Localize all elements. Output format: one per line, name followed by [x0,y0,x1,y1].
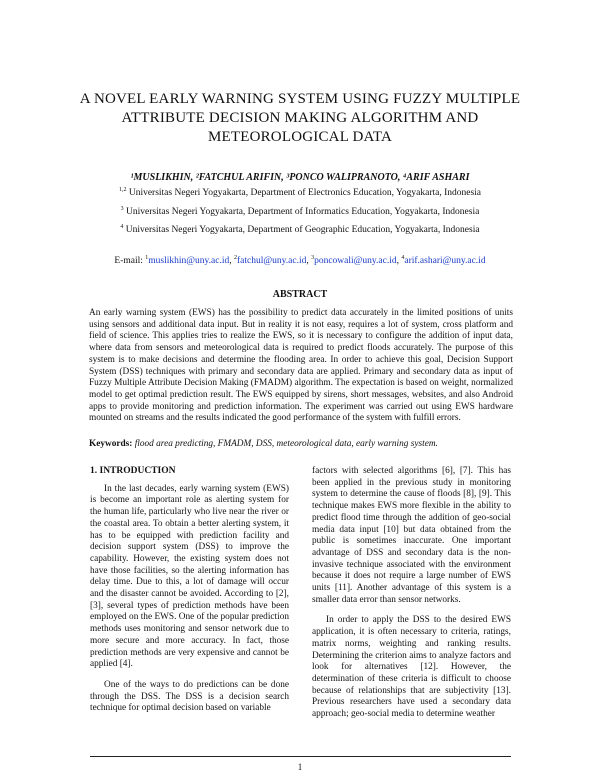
email-link[interactable]: muslikhin@uny.ac.id [148,256,230,267]
keywords-list: flood area predicting, FMADM, DSS, meteorological data, early warning system. [132,439,438,449]
affiliation-marker: 3 [120,206,124,212]
affiliation-marker: 4 [120,224,124,230]
email-label: E-mail: [114,256,146,267]
affiliation-2 [60,206,540,217]
email-line: E-mail: $^1$muslikhin@uny.ac.id, $^2$fatchul@uny.ac.id, $^3$poncowali@uny.ac.id, $^4$arif.ashari@uny.ac.id [114,255,486,267]
keywords-line [89,439,513,449]
paper-title: A NOVEL EARLY WARNING SYSTEM USING FUZZY MULTIPLE ATTRIBUTE DECISION MAKING ALGORITHM AND METEOROLOGICAL DATA [79,91,521,145]
abstract-heading: ABSTRACT [272,289,328,300]
page-number: 1 [297,762,303,772]
section-heading: 1. INTRODUCTION [90,466,176,476]
footer-rule [90,756,511,757]
email-link[interactable]: fatchul@uny.ac.id [237,256,307,267]
paragraph: In order to apply the DSS to the desired EWS application, it is often necessary to criteria, ratings, matrix norms, weighting and ranking results. Determining the criterion aims to analyze factors and look for alternatives [12]. However, the determination of these criteria is difficult to choose because of relationships that are subjectivity [13]. Previous researchers have used a secondary data approach; geo-social media to determine weather [312,615,511,720]
affiliation-3 [60,224,540,235]
affiliation-text: Universitas Negeri Yogyakarta, Department of Geographic Education, Yogyakarta, Indonesia [123,225,480,236]
affiliation-marker: 1,2 [118,187,127,193]
paragraph: In the last decades, early warning system (EWS) is become an important role as alerting system for the human life, particularly who live near the river or the coastal area. To obtain a better alerting system, it has to be equipped with prediction facility and decision support system (DSS) to improve the capability. However, the existing system does not have those facilities, so the alerting information has delay time. Due to this, a lot of damage will occur and the disaster cannot be avoided. According to [2], [3], several types of prediction methods have been employed on the EWS. One of the popular prediction methods uses monitoring and sensor network due to more secure and more accuracy. In fact, those prediction methods are very expensive and cannot be applied [4]. [90,483,289,670]
keywords-label: Keywords: [89,439,133,449]
left-column [90,466,289,724]
paragraph: factors with selected algorithms [6], [7]. This has been applied in the previous study in monitoring system to determine the cause of floods [8], [9]. This technique makes EWS more flexible in the ability to predict flood time through the addition of geo-social media data input [10] but data obtained from the public is sometimes inaccurate. One important advantage of DSS and secondary data is the non-invasive technique associated with the environment because it does not require a large number of EWS units [11]. Another advantage of this system is a smaller data error than sensor networks. [312,466,511,605]
email-link[interactable]: poncowali@uny.ac.id [314,256,397,267]
affiliation-text: Universitas Negeri Yogyakarta, Department of Informatics Education, Yogyakarta, Indonesia [123,207,480,218]
abstract-body: An early warning system (EWS) has the possibility to predict data accurately in the limited positions of units using sensors and additional data input. But in reality it is not easy, requires a lot of system, cross platform and field of science. This applies tries to realize the EWS, so it is necessary to configure the addition of input data, where data from sensors and meteorological data is required to predict floods accurately. The purpose of this system is to make decisions and determine the flooding area. In order to achieve this goal, Decision Support System (DSS) techniques with primary and secondary data are applied. Primary and secondary data as input of Fuzzy Multiple Attribute Decision Making (FMADM) algorithm. The expectation is based on weight, normalized model to get optimal prediction result. The EWS equipped by sirens, short messages, websites, and also Android apps to provide monitoring and prediction information. The experiment was carried out using EWS hardware mounted on streams and the results indicated the good performance of the system with fulfill errors. [89,308,513,424]
email-link[interactable]: arif.ashari@uny.ac.id [404,256,486,267]
right-column [312,466,511,730]
author-list: ¹MUSLIKHIN, ²FATCHUL ARIFIN, ³PONCO WALIPRANOTO, ⁴ARIF ASHARI [130,172,470,183]
paragraph: One of the ways to do predictions can be done through the DSS. The DSS is a decision search technique for optimal decision based on variable [90,679,289,714]
affiliation-text: Universitas Negeri Yogyakarta, Department of Electronics Education, Yogyakarta, Indonesia [126,188,482,199]
affiliation-1 [60,187,540,198]
